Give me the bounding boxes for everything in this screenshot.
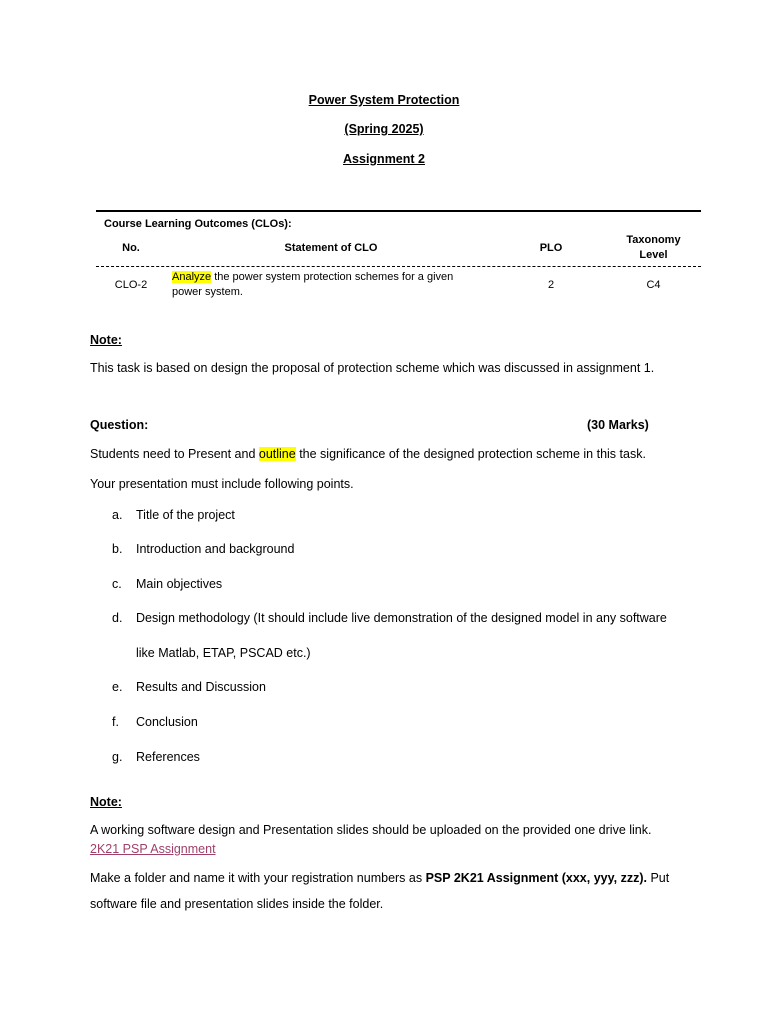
list-item-text: Title of the project (136, 508, 235, 522)
folder-instruction-b: Put (646, 871, 670, 885)
list-item (112, 750, 200, 764)
list-marker: g. (112, 750, 123, 764)
question-instruction: Your presentation must include following points. (90, 477, 354, 491)
clo-statement-text: the power system protection schemes for a given (211, 271, 454, 283)
col-taxonomy-line2: Level (639, 249, 668, 261)
clo-taxonomy: C4 (646, 278, 661, 291)
question-text (90, 447, 646, 461)
question-heading: Question: (90, 418, 149, 432)
list-item-text: Design methodology (It should include live demonstration of the designed model in any software (136, 611, 667, 625)
list-item (112, 577, 222, 591)
col-plo: PLO (539, 242, 563, 254)
list-marker: e. (112, 680, 123, 694)
folder-instruction-a: Make a folder and name it with your registration numbers as (90, 871, 426, 885)
clo-table-header (96, 230, 701, 267)
clo-table-top-rule (96, 210, 701, 212)
highlighted-word: Analyze (172, 271, 212, 283)
list-item-text: References (136, 750, 200, 764)
assignment-title: Assignment 2 (343, 152, 425, 166)
list-item-text: like Matlab, ETAP, PSCAD etc.) (136, 646, 311, 660)
list-marker: f. (112, 715, 119, 729)
note-heading-2: Note: (90, 795, 122, 809)
list-item-text: Introduction and background (136, 542, 295, 556)
clo-table-caption: Course Learning Outcomes (CLOs): (104, 218, 292, 230)
list-item-text: Main objectives (136, 577, 223, 591)
highlighted-word: outline (258, 447, 296, 461)
question-text-b: the significance of the designed protection scheme in this task. (295, 447, 646, 461)
folder-instruction (90, 871, 669, 885)
note-text: This task is based on design the proposal of protection scheme which was discussed in assignment 1. (90, 361, 655, 375)
clo-statement-text-2: power system. (172, 286, 243, 298)
col-taxonomy-line1: Taxonomy (626, 234, 681, 246)
list-marker: b. (112, 542, 123, 556)
list-item (112, 508, 235, 522)
list-item (112, 715, 198, 729)
question-text-a: Students need to Present and (90, 447, 259, 461)
note-heading: Note: (90, 333, 122, 347)
term-title: (Spring 2025) (344, 122, 424, 136)
question-marks: (30 Marks) (587, 418, 649, 432)
list-item (112, 542, 294, 556)
folder-name-format: PSP 2K21 Assignment (xxx, yyy, zzz). (425, 871, 647, 885)
col-taxonomy (606, 233, 701, 263)
onedrive-link[interactable]: 2K21 PSP Assignment (90, 842, 216, 856)
col-no: No. (122, 242, 140, 254)
list-item (112, 611, 667, 625)
clo-table (96, 210, 701, 303)
list-marker: a. (112, 508, 123, 522)
list-item-continuation (112, 646, 311, 660)
table-row (96, 267, 701, 303)
list-item (112, 680, 266, 694)
course-title: Power System Protection (308, 93, 460, 107)
list-marker: c. (112, 577, 122, 591)
clo-id: CLO-2 (114, 279, 148, 291)
clo-plo: 2 (547, 279, 555, 291)
clo-statement (166, 270, 496, 300)
list-marker: d. (112, 611, 123, 625)
upload-text: A working software design and Presentation slides should be uploaded on the provided one drive link. (90, 823, 652, 837)
col-statement: Statement of CLO (284, 242, 378, 254)
list-item-text: Results and Discussion (136, 680, 266, 694)
folder-instruction-2: software file and presentation slides inside the folder. (90, 897, 384, 911)
list-item-text: Conclusion (136, 715, 198, 729)
